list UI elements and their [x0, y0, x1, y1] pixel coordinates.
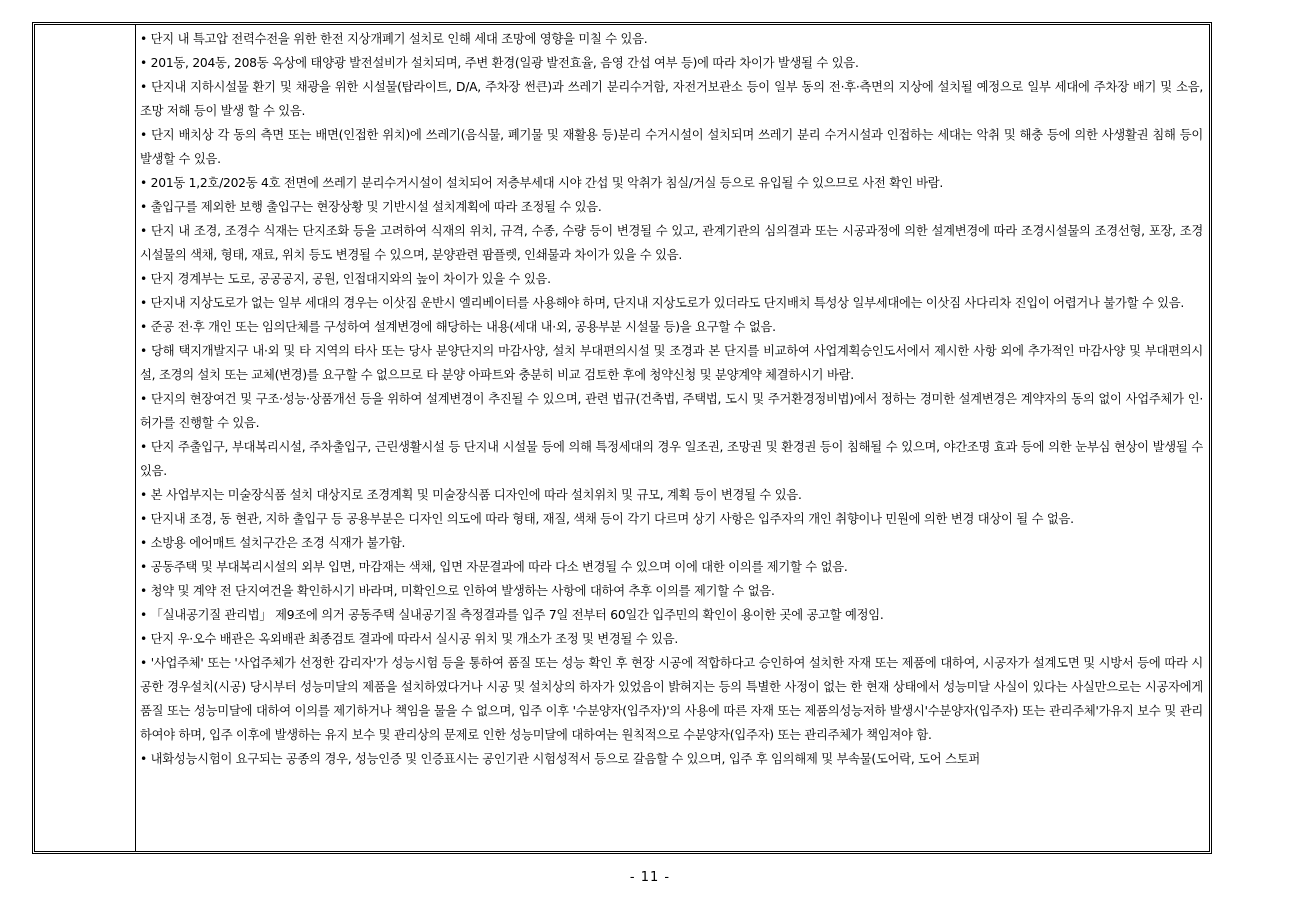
list-item: • 「실내공기질 관리법」 제9조에 의거 공동주택 실내공기질 측정결과를 입주 7일 전부터 60일간 입주민의 확인이 용이한 곳에 공고할 예정임.	[140, 603, 1203, 627]
list-item: • 본 사업부지는 미술장식품 설치 대상지로 조경계획 및 미술장식품 디자인에 따라 설치위치 및 규모, 계획 등이 변경될 수 있음.	[140, 483, 1203, 507]
list-item: • 단지 경계부는 도로, 공공공지, 공원, 인접대지와의 높이 차이가 있을 수 있음.	[140, 267, 1203, 291]
list-item: • 당해 택지개발지구 내·외 및 타 지역의 타사 또는 당사 분양단지의 마감사양, 설치 부대편의시설 및 조경과 본 단지를 비교하여 사업계획승인도서에서 제시한 사항 외에 추가적인 마감사양 및 부대편의시설, 조경의 설치 또는 교체(변경)를 요구할 수 없으므로 타 분양 아파트와 충분히 비교 검토한 후에 청약신청 및 분양계약 체결하시기 바람.	[140, 339, 1203, 387]
notice-list	[140, 27, 1203, 771]
list-item: • '사업주체' 또는 '사업주체가 선정한 감리자'가 성능시험 등을 통하여 품질 또는 성능 확인 후 현장 시공에 적합하다고 승인하여 설치한 자재 또는 제품에 대하여, 시공자가 설계도면 및 시방서 등에 따라 시공한 경우설치(시공) 당시부터 성능미달의 제품을 설치하였다거나 시공 및 설치상의 하자가 있었음이 밝혀지는 등의 특별한 사정이 없는 한 현재 상태에서 성능미달 사실이 있다는 사실만으로는 시공자에게 품질 또는 성능미달에 대하여 이의를 제기하거나 책임을 물을 수 없으며, 입주 이후 '수분양자(입주자)'의 사용에 따른 자재 또는 제품의성능저하 발생시'수분양자(입주자) 또는 관리주체'가유지 보수 및 관리하여야 하며, 입주 이후에 발생하는 유지 보수 및 관리상의 문제로 인한 성능미달에 대하여는 원칙적으로 수분양자(입주자) 또는 관리주체가 책임져야 함.	[140, 651, 1203, 747]
list-item: • 내화성능시험이 요구되는 공종의 경우, 성능인증 및 인증표시는 공인기관 시험성적서 등으로 갈음할 수 있으며, 입주 후 임의해제 및 부속물(도어락, 도어 스토퍼	[140, 747, 1203, 771]
document-table	[32, 22, 1212, 854]
list-item: • 단지 배치상 각 동의 측면 또는 배면(인접한 위치)에 쓰레기(음식물, 폐기물 및 재활용 등)분리 수거시설이 설치되며 쓰레기 분리 수거시설과 인접하는 세대는 악취 및 해충 등에 의한 사생활권 침해 등이 발생할 수 있음.	[140, 123, 1203, 171]
list-item: • 201동, 204동, 208동 옥상에 태양광 발전설비가 설치되며, 주변 환경(일광 발전효율, 음영 간섭 여부 등)에 따라 차이가 발생될 수 있음.	[140, 51, 1203, 75]
list-item: • 공동주택 및 부대복리시설의 외부 입면, 마감재는 색채, 입면 자문결과에 따라 다소 변경될 수 있으며 이에 대한 이의를 제기할 수 없음.	[140, 555, 1203, 579]
list-item: • 단지내 지상도로가 없는 일부 세대의 경우는 이삿짐 운반시 엘리베이터를 사용해야 하며, 단지내 지상도로가 있더라도 단지배치 특성상 일부세대에는 이삿짐 사다리차 진입이 어렵거나 불가할 수 있음.	[140, 291, 1203, 315]
list-item: • 청약 및 계약 전 단지여건을 확인하시기 바라며, 미확인으로 인하여 발생하는 사항에 대하여 추후 이의를 제기할 수 없음.	[140, 579, 1203, 603]
list-item: • 201동 1,2호/202동 4호 전면에 쓰레기 분리수거시설이 설치되어 저층부세대 시야 간섭 및 악취가 침실/거실 등으로 유입될 수 있으므로 사전 확인 바람.	[140, 171, 1203, 195]
list-item: • 단지내 지하시설물 환기 및 채광을 위한 시설물(탑라이트, D/A, 주차장 썬큰)과 쓰레기 분리수거함, 자전거보관소 등이 일부 동의 전·후·측면의 지상에 설치될 예정으로 일부 세대에 주차장 배기 및 소음, 조망 저해 등이 발생 할 수 있음.	[140, 75, 1203, 123]
category-column	[35, 25, 136, 851]
list-item: • 단지 내 조경, 조경수 식재는 단지조화 등을 고려하여 식재의 위치, 규격, 수종, 수량 등이 변경될 수 있고, 관계기관의 심의결과 또는 시공과정에 의한 설계변경에 따라 조경시설물의 조경선형, 포장, 조경시설물의 색채, 형태, 재료, 위치 등도 변경될 수 있으며, 분양관련 팜플렛, 인쇄물과 차이가 있을 수 있음.	[140, 219, 1203, 267]
list-item: • 단지 주출입구, 부대복리시설, 주차출입구, 근린생활시설 등 단지내 시설물 등에 의해 특정세대의 경우 일조권, 조망권 및 환경권 등이 침해될 수 있으며, 야간조명 효과 등에 의한 눈부심 현상이 발생될 수 있음.	[140, 435, 1203, 483]
list-item: • 단지의 현장여건 및 구조·성능·상품개선 등을 위하여 설계변경이 추진될 수 있으며, 관련 법규(건축법, 주택법, 도시 및 주거환경정비법)에서 정하는 경미한 설계변경은 계약자의 동의 없이 사업주체가 인·허가를 진행할 수 있음.	[140, 387, 1203, 435]
list-item: • 단지 내 특고압 전력수전을 위한 한전 지상개폐기 설치로 인해 세대 조망에 영향을 미칠 수 있음.	[140, 27, 1203, 51]
list-item: • 출입구를 제외한 보행 출입구는 현장상황 및 기반시설 설치계획에 따라 조정될 수 있음.	[140, 195, 1203, 219]
list-item: • 소방용 에어매트 설치구간은 조경 식재가 불가함.	[140, 531, 1203, 555]
list-item: • 단지내 조경, 동 현관, 지하 출입구 등 공용부분은 디자인 의도에 따라 형태, 재질, 색채 등이 각기 다르며 상기 사항은 입주자의 개인 취향이나 민원에 의한 변경 대상이 될 수 없음.	[140, 507, 1203, 531]
page-number: - 11 -	[629, 870, 671, 885]
list-item: • 준공 전·후 개인 또는 임의단체를 구성하여 설계변경에 해당하는 내용(세대 내·외, 공용부분 시설물 등)을 요구할 수 없음.	[140, 315, 1203, 339]
list-item: • 단지 우·오수 배관은 옥외배관 최종검토 결과에 따라서 실시공 위치 및 개소가 조정 및 변경될 수 있음.	[140, 627, 1203, 651]
